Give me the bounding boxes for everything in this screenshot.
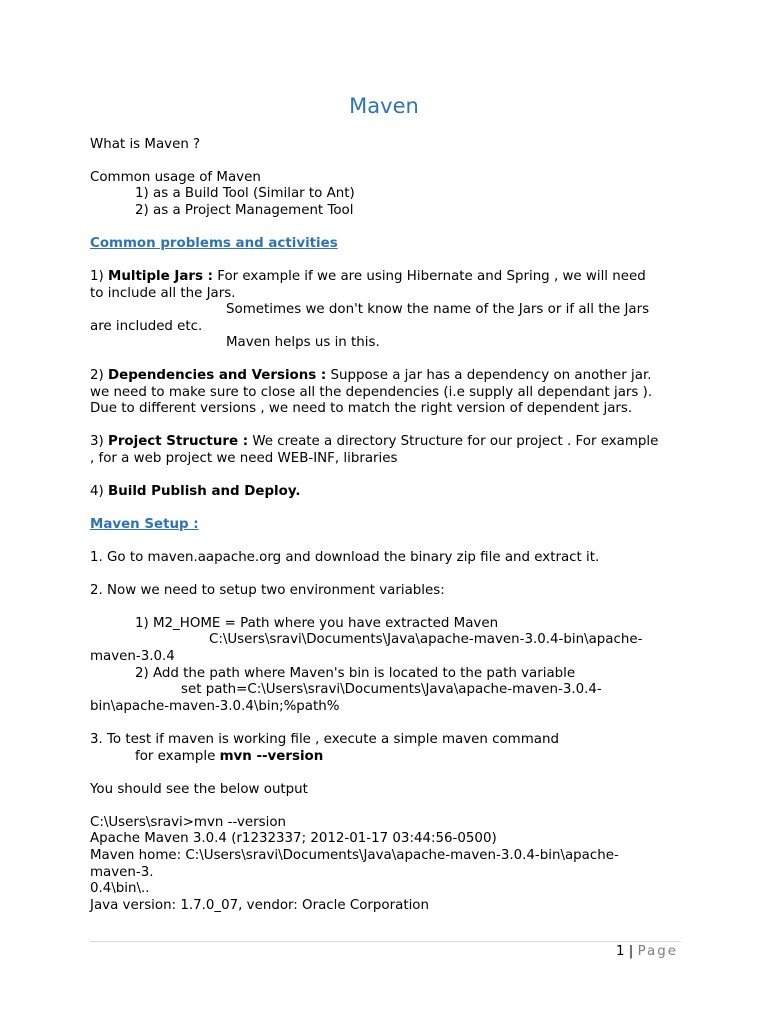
page-number: 1 (616, 944, 625, 959)
usage-heading: Common usage of Maven (90, 170, 261, 185)
footer-divider (90, 941, 681, 942)
problem-3-line-1 (90, 434, 658, 451)
problem-1-line-2: to include all the Jars. (90, 286, 236, 301)
problem-4-line-1 (90, 484, 300, 501)
problem-3-label: Project Structure : (108, 434, 249, 449)
problem-1-line-1 (90, 269, 646, 286)
problem-3-line-2: , for a web project we need WEB-INF, libraries (90, 451, 398, 466)
env-var-1-path-line-1: C:\Users\sravi\Documents\Java\apache-maven-3.0.4-bin\apache- (209, 632, 643, 647)
env-var-1-path-line-2: maven-3.0.4 (90, 649, 175, 664)
problem-3-text: We create a directory Structure for our project . For example (248, 434, 659, 449)
env-var-2-cmd-line-1: set path=C:\Users\sravi\Documents\Java\apache-maven-3.0.4- (181, 682, 602, 697)
problem-2-label: Dependencies and Versions : (108, 368, 327, 383)
problem-2-text: Suppose a jar has a dependency on another jar. (326, 368, 652, 383)
env-var-2-cmd-line-2: bin\apache-maven-3.0.4\bin;%path% (90, 699, 340, 714)
env-var-2: 2) Add the path where Maven's bin is located to the path variable (135, 666, 576, 681)
problem-1-label: Multiple Jars : (108, 269, 213, 284)
intro-question: What is Maven ? (90, 137, 201, 152)
setup-step-2: 2. Now we need to setup two environment variables: (90, 583, 445, 598)
example-label: for example (135, 749, 220, 764)
page-separator: | (624, 944, 638, 959)
usage-item-1: 1) as a Build Tool (Similar to Ant) (135, 186, 355, 201)
problem-2-line-1 (90, 368, 651, 385)
problem-4-number: 4) (90, 484, 109, 499)
output-line-6: Java version: 1.7.0_07, vendor: Oracle Corporation (90, 898, 429, 913)
problem-1-line-3: Sometimes we don't know the name of the Jars or if all the Jars (226, 302, 650, 317)
section-heading-problems[interactable]: Common problems and activities (90, 236, 338, 251)
output-intro: You should see the below output (90, 782, 308, 797)
example-command: mvn --version (219, 749, 324, 764)
setup-step-3: 3. To test if maven is working file , execute a simple maven command (90, 732, 559, 747)
problem-1-line-4: are included etc. (90, 319, 203, 334)
problem-1-line-5: Maven helps us in this. (226, 335, 380, 350)
section-heading-setup[interactable]: Maven Setup : (90, 517, 199, 532)
output-line-3: Maven home: C:\Users\sravi\Documents\Java\apache-maven-3.0.4-bin\apache- (90, 848, 619, 863)
env-var-1: 1) M2_HOME = Path where you have extracted Maven (135, 616, 499, 631)
output-line-4: maven-3. (90, 865, 154, 880)
usage-item-2: 2) as a Project Management Tool (135, 203, 354, 218)
output-line-5: 0.4\bin\.. (90, 881, 150, 896)
page-word: Page (637, 944, 678, 959)
output-line-1: C:\Users\sravi>mvn --version (90, 815, 286, 830)
document-title: Maven (349, 94, 419, 118)
output-line-2: Apache Maven 3.0.4 (r1232337; 2012-01-17 03:44:56-0500) (90, 831, 497, 846)
problem-2-number: 2) (90, 368, 109, 383)
page-footer (0, 944, 678, 960)
problem-4-label: Build Publish and Deploy. (108, 484, 301, 499)
problem-3-number: 3) (90, 434, 109, 449)
setup-step-3-example (135, 749, 323, 766)
problem-1-number: 1) (90, 269, 109, 284)
problem-1-text: For example if we are using Hibernate and Spring , we will need (212, 269, 646, 284)
problem-2-line-2: we need to make sure to close all the dependencies (i.e supply all dependant jars ). (90, 385, 653, 400)
problem-2-line-3: Due to different versions , we need to match the right version of dependent jars. (90, 401, 633, 416)
setup-step-1: 1. Go to maven.aapache.org and download the binary zip file and extract it. (90, 550, 600, 565)
